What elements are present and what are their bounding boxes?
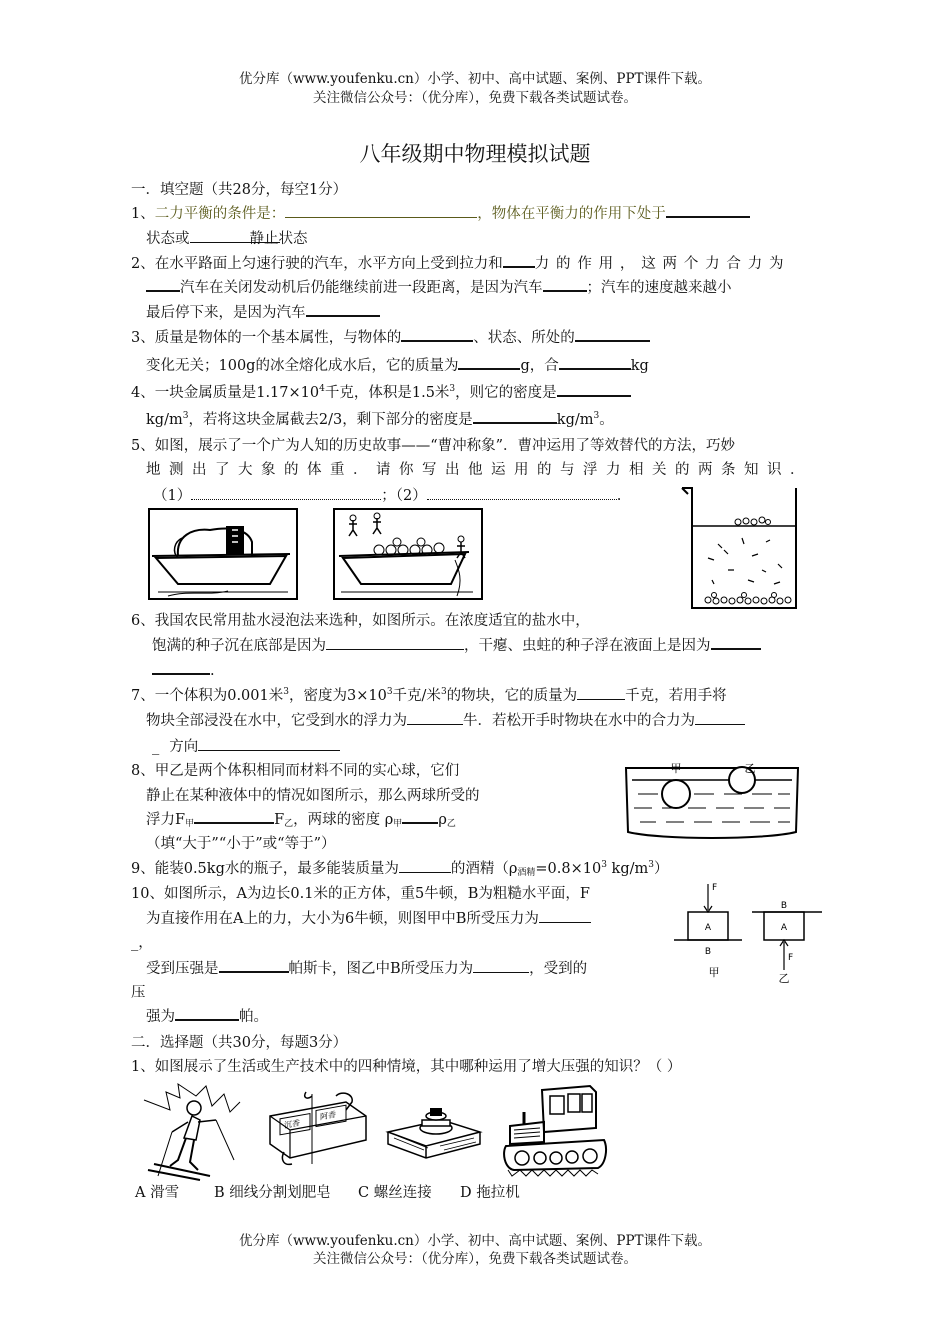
- two-balls-liquid-figure: [624, 758, 800, 842]
- s2-q1-text: 1、如图展示了生活或生产技术中的四种情境，其中哪种运用了增大压强的知识？（ ）: [131, 1059, 682, 1075]
- footer-line-1: 优分库（www.youfenku.cn）小学、初中、高中试题、案例、PPT课件下载。: [238, 1233, 712, 1249]
- q1-line-1: 1、二力平衡的条件是： ，物体在平衡力的作用下处于: [131, 202, 750, 223]
- skiing-figure: [140, 1080, 246, 1184]
- q8-line-3: 浮力$F_甲$ $F_乙$，两球的密度 $\rho_甲$ $\rho_乙$: [146, 808, 456, 829]
- q10-line-6: 强为 帕。: [146, 1005, 268, 1026]
- q8-line-4: （填“大于”“小于”或“等于”）: [146, 836, 336, 852]
- q10-A2-label: A: [780, 923, 788, 933]
- option-a: A 滑雪: [135, 1185, 180, 1201]
- section2-heading: 二．选择题（共30分，每题3分）: [131, 1035, 348, 1051]
- q5-line-2: 地测出了大象的体重．请你写出他运用的与浮力相关的两条知识．: [146, 462, 813, 478]
- option-c: C 螺丝连接: [358, 1185, 432, 1201]
- q1-line-2: 状态或 静止状态: [146, 227, 336, 248]
- q6-line-2: 饱满的种子沉在底部是因为 ，干瘪、虫蛀的种子浮在液面上是因为: [152, 634, 761, 655]
- q10-line-5: 压: [131, 985, 146, 1001]
- elephant-boat-figure: [148, 508, 298, 600]
- q5-line-1: 5、如图，展示了一个广为人知的历史故事——“曹冲称象”．曹冲运用了等效替代的方法，巧妙: [131, 438, 736, 454]
- q8-line-2: 静止在某种液体中的情况如图所示，那么两球所受的: [146, 788, 480, 804]
- q10-line-2: 为直接作用在A上的力，大小为6牛顿，则图甲中B所受压力为: [146, 907, 591, 928]
- q10-line-1: 10、如图所示，A为边长0.1米的正方体，重5牛顿，B为粗糙水平面，F: [131, 886, 590, 902]
- q10-A1-label: A: [704, 923, 712, 933]
- q2-line-2: 汽车在关闭发动机后仍能继续前进一段距离，是因为汽车 ；汽车的速度越来越小: [146, 276, 732, 297]
- tractor-figure: [500, 1082, 610, 1178]
- q4-line-2: $kg/m^3$，若将这块金属截去2/3，剩下部分的密度是 $kg/m^3$。: [146, 408, 614, 429]
- header-line-2: 关注微信公众号：（优分库），免费下载各类试题试卷。: [313, 90, 637, 106]
- q6-line-1: 6、我国农民常用盐水浸泡法来选种，如图所示。在浓度适宜的盐水中，: [131, 613, 590, 629]
- q9-line: 9、能装0.5kg水的瓶子，最多能装质量为 的酒精（$\rho_{酒精}=0.8\times 10^3$ $kg/m^3$）: [131, 860, 669, 878]
- q8-line-1: 8、甲乙是两个体积相同而材料不同的实心球，它们: [131, 763, 460, 779]
- q10-line-3: _，: [131, 935, 153, 951]
- q8-jia-label: 甲: [670, 762, 682, 775]
- q7-line-2: 物块全部浸没在水中，它受到水的浮力为 牛．若松开手时物块在水中的合力为: [146, 709, 745, 730]
- q10-jia-label: 甲: [708, 966, 720, 979]
- q6-line-3: .: [152, 659, 215, 679]
- q3-line-2: 变化无关；100g的冰全熔化成水后，它的质量为 g，合 kg: [146, 354, 649, 375]
- screw-connection-figure: [384, 1098, 484, 1164]
- footer-line-2: 关注微信公众号：（优分库），免费下载各类试题试卷。: [313, 1251, 637, 1267]
- q10-yi-label: 乙: [778, 972, 790, 985]
- q10-B2-label: B: [780, 901, 788, 911]
- option-d: D 拖拉机: [460, 1185, 520, 1201]
- salt-water-beaker-figure: [678, 484, 803, 614]
- soap-left-label: 沉香: [284, 1118, 300, 1131]
- q2-line-1: 2、在水平路面上匀速行驶的汽车，水平方向上受到拉力和 力的作用，这两个力合力为: [131, 252, 790, 273]
- stones-boat-figure: [333, 508, 483, 600]
- section1-heading: 一．填空题（共28分，每空1分）: [131, 182, 348, 198]
- q10-F1-label: F: [712, 883, 718, 893]
- q10-line-4: 受到压强是 帕斯卡，图乙中B所受压力为 ，受到的: [146, 957, 587, 978]
- q2-line-3: 最后停下来，是因为汽车: [146, 301, 380, 322]
- pressure-blocks-figure: [672, 880, 832, 998]
- header-line-1: 优分库（www.youfenku.cn）小学、初中、高中试题、案例、PPT课件下载。: [238, 71, 712, 87]
- soap-right-label: 阿香: [320, 1110, 336, 1122]
- q5-line-3: （1） ；（2） .: [153, 484, 621, 505]
- q10-B1-label: B: [704, 947, 712, 957]
- q3-line-1: 3、质量是物体的一个基本属性，与物体的 、状态、所处的: [131, 326, 650, 347]
- page-title: 八年级期中物理模拟试题: [359, 142, 591, 166]
- q8-yi-label: 乙: [744, 762, 756, 775]
- q10-F2-label: F: [788, 953, 794, 963]
- q4-line-1: 4、一块金属质量是$1.17\times 10^4$千克，体积是1.5米$^3$，则它的密度是: [131, 381, 631, 402]
- soap-figure: [262, 1090, 372, 1170]
- q7-line-1: 7、一个体积为0.001米$^3$，密度为$3\times 10^3$千克/米$^3$的物块，它的质量为 千克，若用手将: [131, 687, 727, 704]
- q7-line-3: _ 方向: [152, 735, 340, 756]
- option-b: B 细线分割划肥皂: [214, 1185, 331, 1201]
